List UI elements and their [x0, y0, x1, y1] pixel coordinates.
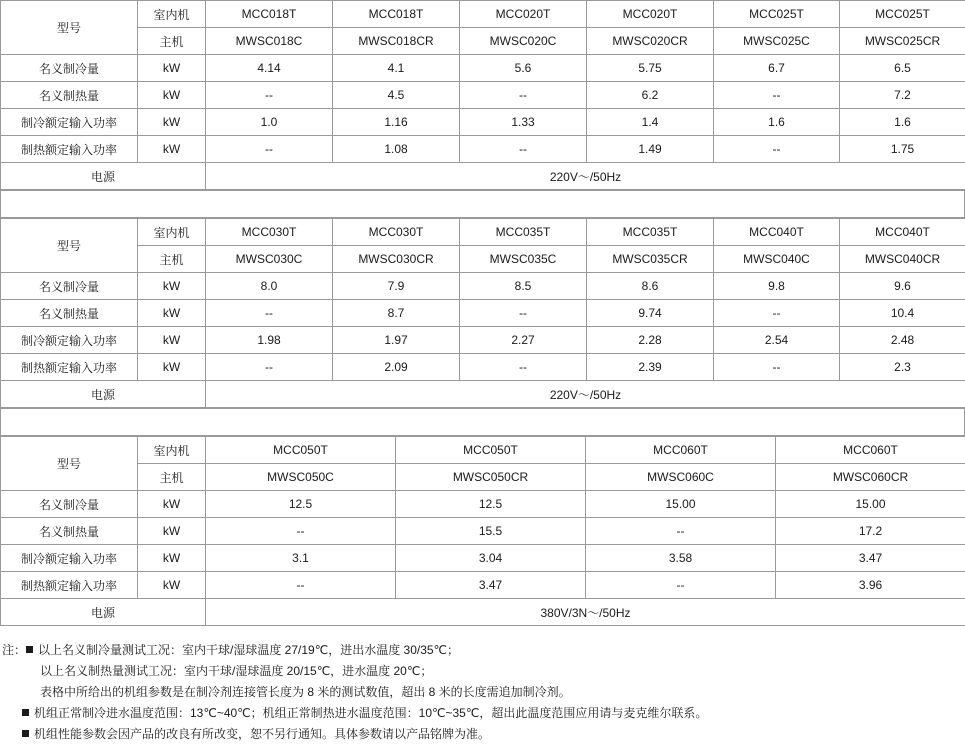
table-row — [1, 163, 965, 190]
table-row — [1, 381, 965, 408]
row-label-heating-power-input: 制热额定输入功率 — [1, 136, 138, 163]
cell-power-supply: 380V/3N～/50Hz — [206, 599, 965, 626]
row-label-cooling-power-input: 制冷额定输入功率 — [1, 109, 138, 136]
row-label-cooling-capacity: 名义制冷量 — [1, 55, 138, 82]
note-line-1 — [2, 640, 965, 661]
cell-value: 9.8 — [714, 273, 840, 300]
row-label-heating-capacity: 名义制热量 — [1, 82, 138, 109]
table-row — [1, 437, 965, 464]
cell-value: 6.5 — [840, 55, 965, 82]
spec-table-block-2 — [0, 218, 965, 408]
table-row — [1, 300, 965, 327]
cell-value: 4.1 — [333, 55, 460, 82]
cell-value: 7.2 — [840, 82, 965, 109]
table-row — [1, 1, 965, 28]
cell-main-model: MWSC030C — [206, 246, 333, 273]
cell-value: 5.6 — [460, 55, 587, 82]
cell-value: 1.49 — [587, 136, 714, 163]
note-text-5: 机组性能参数会因产品的改良有所改变，恕不另行通知。具体参数请以产品铭牌为准。 — [34, 727, 490, 741]
bullet-square-icon — [22, 709, 29, 716]
table-row — [1, 82, 965, 109]
cell-value: 2.48 — [840, 327, 965, 354]
row-label-model: 型号 — [1, 437, 138, 491]
cell-value: 7.9 — [333, 273, 460, 300]
cell-value: 6.7 — [714, 55, 840, 82]
cell-indoor-model: MCC050T — [206, 437, 396, 464]
table-row — [1, 518, 965, 545]
cell-main-model: MWSC040C — [714, 246, 840, 273]
cell-value: 4.5 — [333, 82, 460, 109]
cell-indoor-model: MCC050T — [396, 437, 586, 464]
cell-unit: kW — [138, 109, 206, 136]
cell-value: 8.7 — [333, 300, 460, 327]
cell-unit: kW — [138, 327, 206, 354]
cell-value: 2.54 — [714, 327, 840, 354]
cell-value: 17.2 — [776, 518, 965, 545]
cell-value: 9.74 — [587, 300, 714, 327]
cell-value: -- — [714, 136, 840, 163]
cell-value: 15.00 — [776, 491, 965, 518]
cell-value: 10.4 — [840, 300, 965, 327]
cell-value: 1.97 — [333, 327, 460, 354]
cell-value: 2.39 — [587, 354, 714, 381]
row-label-main-unit: 主机 — [138, 464, 206, 491]
cell-value: 2.27 — [460, 327, 587, 354]
cell-value: 3.96 — [776, 572, 965, 599]
note-line-5 — [2, 724, 965, 745]
block-separator-1 — [0, 190, 965, 218]
table-row — [1, 491, 965, 518]
table-row — [1, 219, 965, 246]
cell-value: -- — [206, 136, 333, 163]
row-label-main-unit: 主机 — [138, 246, 206, 273]
cell-value: 8.5 — [460, 273, 587, 300]
row-label-cooling-capacity: 名义制冷量 — [1, 273, 138, 300]
row-label-power-supply: 电源 — [1, 599, 206, 626]
cell-value: 3.58 — [586, 545, 776, 572]
cell-indoor-model: MCC035T — [587, 219, 714, 246]
note-text-3: 表格中所给出的机组参数是在制冷剂连接管长度为 8 米的测试数值，超出 8 米的长度需追加制冷剂。 — [40, 685, 571, 699]
cell-indoor-model: MCC030T — [333, 219, 460, 246]
cell-power-supply: 220V～/50Hz — [206, 163, 965, 190]
table-row — [1, 55, 965, 82]
cell-main-model: MWSC060C — [586, 464, 776, 491]
row-label-indoor-unit: 室内机 — [138, 219, 206, 246]
cell-main-model: MWSC020C — [460, 28, 587, 55]
cell-value: -- — [206, 518, 396, 545]
row-label-indoor-unit: 室内机 — [138, 1, 206, 28]
cell-value: 15.5 — [396, 518, 586, 545]
table-row — [1, 354, 965, 381]
notes-section — [0, 640, 965, 745]
cell-value: -- — [714, 82, 840, 109]
cell-value: 9.6 — [840, 273, 965, 300]
cell-value: -- — [586, 518, 776, 545]
row-label-heating-capacity: 名义制热量 — [1, 518, 138, 545]
cell-main-model: MWSC035C — [460, 246, 587, 273]
cell-value: -- — [714, 300, 840, 327]
cell-main-model: MWSC035CR — [587, 246, 714, 273]
cell-indoor-model: MCC030T — [206, 219, 333, 246]
row-label-main-unit: 主机 — [138, 28, 206, 55]
cell-power-supply: 220V～/50Hz — [206, 381, 965, 408]
cell-value: -- — [460, 136, 587, 163]
cell-main-model: MWSC025C — [714, 28, 840, 55]
note-text-1: 以上名义制冷量测试工况：室内干球/湿球温度 27/19℃，进出水温度 30/35℃； — [38, 643, 459, 657]
cell-unit: kW — [138, 354, 206, 381]
cell-value: -- — [460, 300, 587, 327]
cell-value: 1.0 — [206, 109, 333, 136]
note-line-3 — [2, 682, 965, 703]
row-label-power-supply: 电源 — [1, 381, 206, 408]
cell-unit: kW — [138, 545, 206, 572]
cell-value: 1.4 — [587, 109, 714, 136]
cell-value: 4.14 — [206, 55, 333, 82]
row-label-heating-capacity: 名义制热量 — [1, 300, 138, 327]
row-label-cooling-power-input: 制冷额定输入功率 — [1, 545, 138, 572]
cell-value: 2.3 — [840, 354, 965, 381]
cell-value: -- — [460, 354, 587, 381]
cell-indoor-model: MCC020T — [587, 1, 714, 28]
cell-value: -- — [206, 82, 333, 109]
cell-indoor-model: MCC020T — [460, 1, 587, 28]
cell-indoor-model: MCC018T — [206, 1, 333, 28]
cell-value: 3.1 — [206, 545, 396, 572]
note-line-4 — [2, 703, 965, 724]
table-row — [1, 545, 965, 572]
note-line-2 — [2, 661, 965, 682]
cell-value: 1.33 — [460, 109, 587, 136]
cell-value: -- — [586, 572, 776, 599]
cell-value: 1.6 — [840, 109, 965, 136]
notes-prefix: 注： — [2, 643, 26, 657]
cell-value: -- — [206, 354, 333, 381]
note-text-2: 以上名义制热量测试工况：室内干球/湿球温度 20/15℃，进水温度 20℃； — [40, 664, 432, 678]
cell-indoor-model: MCC025T — [840, 1, 965, 28]
cell-value: 15.00 — [586, 491, 776, 518]
table-row — [1, 572, 965, 599]
cell-value: 1.6 — [714, 109, 840, 136]
cell-value: 5.75 — [587, 55, 714, 82]
cell-main-model: MWSC020CR — [587, 28, 714, 55]
cell-value: -- — [460, 82, 587, 109]
cell-value: 6.2 — [587, 82, 714, 109]
cell-value: 8.6 — [587, 273, 714, 300]
cell-value: 1.08 — [333, 136, 460, 163]
cell-unit: kW — [138, 82, 206, 109]
table-row — [1, 327, 965, 354]
row-label-heating-power-input: 制热额定输入功率 — [1, 354, 138, 381]
cell-indoor-model: MCC040T — [714, 219, 840, 246]
cell-indoor-model: MCC025T — [714, 1, 840, 28]
cell-value: 1.16 — [333, 109, 460, 136]
cell-unit: kW — [138, 55, 206, 82]
row-label-cooling-capacity: 名义制冷量 — [1, 491, 138, 518]
cell-main-model: MWSC060CR — [776, 464, 965, 491]
row-label-cooling-power-input: 制冷额定输入功率 — [1, 327, 138, 354]
table-row — [1, 599, 965, 626]
cell-value: -- — [206, 300, 333, 327]
cell-value: 8.0 — [206, 273, 333, 300]
cell-value: 2.28 — [587, 327, 714, 354]
cell-value: -- — [206, 572, 396, 599]
cell-main-model: MWSC050CR — [396, 464, 586, 491]
cell-unit: kW — [138, 273, 206, 300]
row-label-model: 型号 — [1, 219, 138, 273]
table-row — [1, 246, 965, 273]
spec-table-block-1 — [0, 0, 965, 190]
bullet-square-icon — [22, 730, 29, 737]
block-separator-2 — [0, 408, 965, 436]
cell-main-model: MWSC025CR — [840, 28, 965, 55]
note-text-4: 机组正常制冷进水温度范围：13℃~40℃；机组正常制热进水温度范围：10℃~35℃，超出此温度范围应用请与麦克维尔联系。 — [34, 706, 707, 720]
cell-indoor-model: MCC035T — [460, 219, 587, 246]
cell-indoor-model: MCC018T — [333, 1, 460, 28]
spec-table-block-3 — [0, 436, 965, 626]
cell-value: 1.75 — [840, 136, 965, 163]
cell-indoor-model: MCC060T — [776, 437, 965, 464]
cell-unit: kW — [138, 518, 206, 545]
cell-value: 12.5 — [206, 491, 396, 518]
table-row — [1, 273, 965, 300]
cell-value: 3.47 — [776, 545, 965, 572]
cell-unit: kW — [138, 491, 206, 518]
table-row — [1, 28, 965, 55]
cell-unit: kW — [138, 572, 206, 599]
cell-indoor-model: MCC040T — [840, 219, 965, 246]
row-label-model: 型号 — [1, 1, 138, 55]
cell-main-model: MWSC018CR — [333, 28, 460, 55]
cell-unit: kW — [138, 136, 206, 163]
cell-main-model: MWSC040CR — [840, 246, 965, 273]
cell-main-model: MWSC050C — [206, 464, 396, 491]
row-label-power-supply: 电源 — [1, 163, 206, 190]
row-label-indoor-unit: 室内机 — [138, 437, 206, 464]
cell-value: 1.98 — [206, 327, 333, 354]
table-row — [1, 136, 965, 163]
cell-value: 3.47 — [396, 572, 586, 599]
cell-value: -- — [714, 354, 840, 381]
cell-main-model: MWSC018C — [206, 28, 333, 55]
table-row — [1, 464, 965, 491]
cell-value: 12.5 — [396, 491, 586, 518]
cell-main-model: MWSC030CR — [333, 246, 460, 273]
cell-value: 2.09 — [333, 354, 460, 381]
table-row — [1, 109, 965, 136]
bullet-square-icon — [26, 646, 33, 653]
row-label-heating-power-input: 制热额定输入功率 — [1, 572, 138, 599]
cell-value: 3.04 — [396, 545, 586, 572]
cell-unit: kW — [138, 300, 206, 327]
cell-indoor-model: MCC060T — [586, 437, 776, 464]
